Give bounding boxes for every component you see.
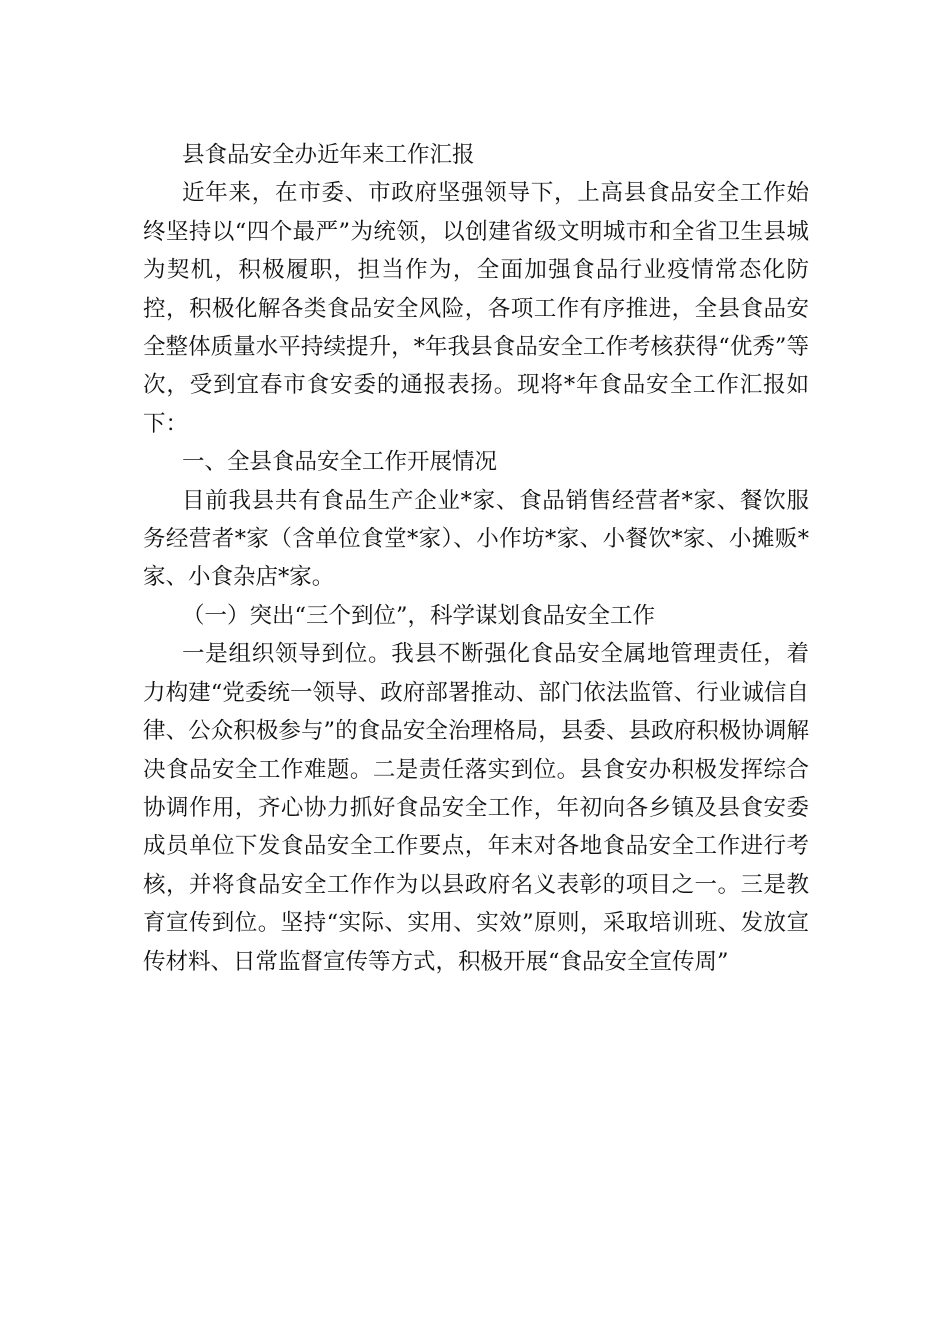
document-body [143, 136, 809, 981]
subsection-heading-1: （一）突出“三个到位”，科学谋划食品安全工作 [182, 602, 656, 629]
paragraph-details: 一是组织领导到位。我县不断强化食品安全属地管理责任，着力构建“党委统一领导、政府部署推动、部门依法监管、行业诚信自律、公众积极参与”的食品安全治理格局，县委、县政府积极协调解决食品安全工作难题。二是责任落实到位。县食安办积极发挥综合协调作用，齐心协力抓好食品安全工作，年初向各乡镇及县食安委成员单位下发食品安全工作要点，年末对各地食品安全工作进行考核，并将食品安全工作作为以县政府名义表彰的项目之一。三是教育宣传到位。坚持“实际、实用、实效”原则，采取培训班、发放宣传材料、日常监督宣传等方式，积极开展“食品安全宣传周” [143, 641, 809, 975]
paragraph-intro: 近年来，在市委、市政府坚强领导下，上高县食品安全工作始终坚持以“四个最严”为统领，以创建省级文明城市和全省卫生县城为契机，积极履职，担当作为，全面加强食品行业疫情常态化防控，积极化解各类食品安全风险，各项工作有序推进，全县食品安全整体质量水平持续提升，*年我县食品安全工作考核获得“优秀”等次，受到宜春市食安委的通报表扬。现将*年食品安全工作汇报如下： [143, 180, 809, 437]
section-heading-1: 一、全县食品安全工作开展情况 [182, 449, 498, 476]
paragraph-overview: 目前我县共有食品生产企业*家、食品销售经营者*家、餐饮服务经营者*家（含单位食堂*家）、小作坊*家、小餐饮*家、小摊贩*家、小食杂店*家。 [143, 487, 809, 591]
document-title: 县食品安全办近年来工作汇报 [182, 142, 475, 168]
